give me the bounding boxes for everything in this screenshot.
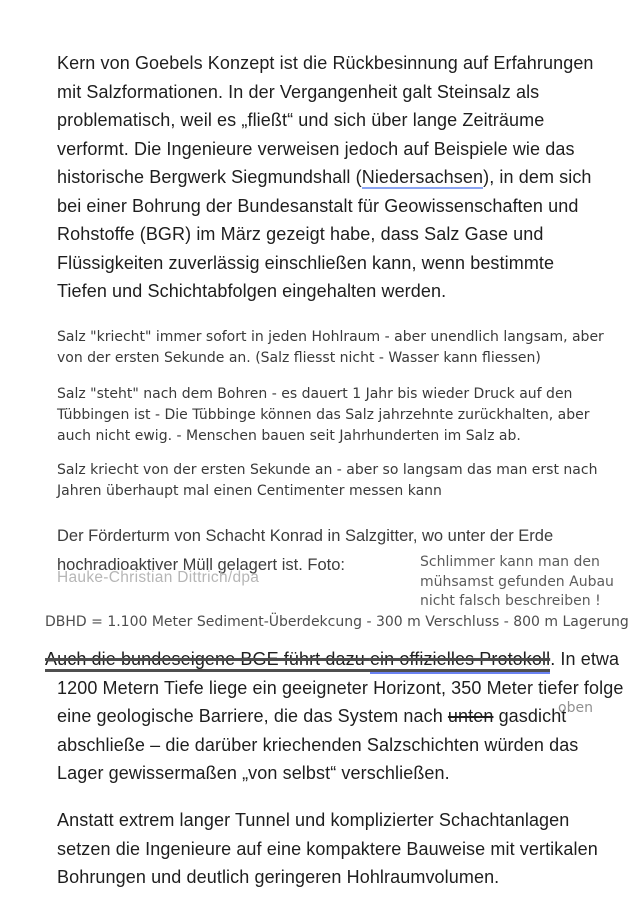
margin-annotation-oben: oben: [558, 700, 593, 716]
margin-annotation-dbhd: DBHD = 1.100 Meter Sediment-Überdekcung - 300 m Verschluss - 800 m Lagerung: [45, 614, 629, 630]
paragraph-compact-construction: Anstatt extrem langer Tunnel und komplizierter Schachtanlagen setzen die Ingenieure auf eine kompaktere Bauweise mit vertikalen Bohrungen und deutlich geringeren Hohlraumvolumen.: [57, 810, 598, 887]
paragraph-text-after-link: ), in dem sich bei einer Bohrung der Bundesanstalt für Geowissenschaften und Rohstoffe (BGR) im März gezeigt habe, dass Salz Gase und Flüssigkeiten zuverlässig einschließen kann, wenn bestimmte Tiefen und Schichtabfolgen eingehalten werden.: [57, 167, 592, 301]
struck-sentence: [45, 649, 550, 672]
paragraph-salt-concept: [57, 49, 605, 306]
paragraph-text-end: gasdicht abschließe – die darüber kriechenden Salzschichten würden das Lager gewissermaßen „von selbst“ verschließen.: [57, 706, 579, 783]
struck-word-unten: unten: [447, 706, 494, 726]
margin-annotation-schlimmer: Schlimmer kann man den mühsamst gefunden Aubau nicht falsch beschreiben !: [420, 554, 614, 609]
paragraph-text-after-strike: . In etwa 1200 Metern Tiefe liege ein geeigneter Horizont, 350 Meter tiefer folge eine geologische Barriere, die das System nach: [57, 649, 624, 726]
struck-sentence-text: Auch die bundeseigene BGE führt dazu: [45, 649, 370, 669]
reader-note-salt-stands: Salz "steht" nach dem Bohren - es dauert 1 Jahr bis wieder Druck auf den Tübbingen ist - Die Tübbinge können das Salz jahrzehnte zurückhalten, aber auch nicht ewig. - Menschen bauen seit Jahrhunderten im Salz ab.: [57, 386, 590, 444]
paragraph-protokoll-horizont: [45, 645, 629, 788]
paragraph-text-before-link: Kern von Goebels Konzept ist die Rückbesinnung auf Erfahrungen mit Salzformationen. In der Vergangenheit galt Steinsalz als problematisch, weil es „fließt“ und sich über lange Zeiträume verformt. Die Ingenieure verweisen jedoch auf Beispiele wie das historische Bergwerk Siegmundshall (: [57, 53, 594, 187]
reader-note-salt-creeps: Salz "kriecht" immer sofort in jeden Hohlraum - aber unendlich langsam, aber von der ersten Sekunde an. (Salz fliesst nicht - Wasser kann fliessen): [57, 329, 604, 366]
reader-note-salt-centimeter: Salz kriecht von der ersten Sekunde an - aber so langsam das man erst nach Jahren überhaupt mal einen Centimenter messen kann: [57, 462, 598, 499]
photo-caption: Der Förderturm von Schacht Konrad in Salzgitter, wo unter der Erde hochradioaktiver Müll gelagert ist. Foto:: [57, 526, 554, 574]
protokoll-link[interactable]: ein offizielles Protokoll: [370, 649, 550, 674]
photo-credit: Hauke-Christian Dittrich/dpa: [57, 568, 260, 586]
niedersachsen-link[interactable]: Niedersachsen: [361, 167, 484, 187]
